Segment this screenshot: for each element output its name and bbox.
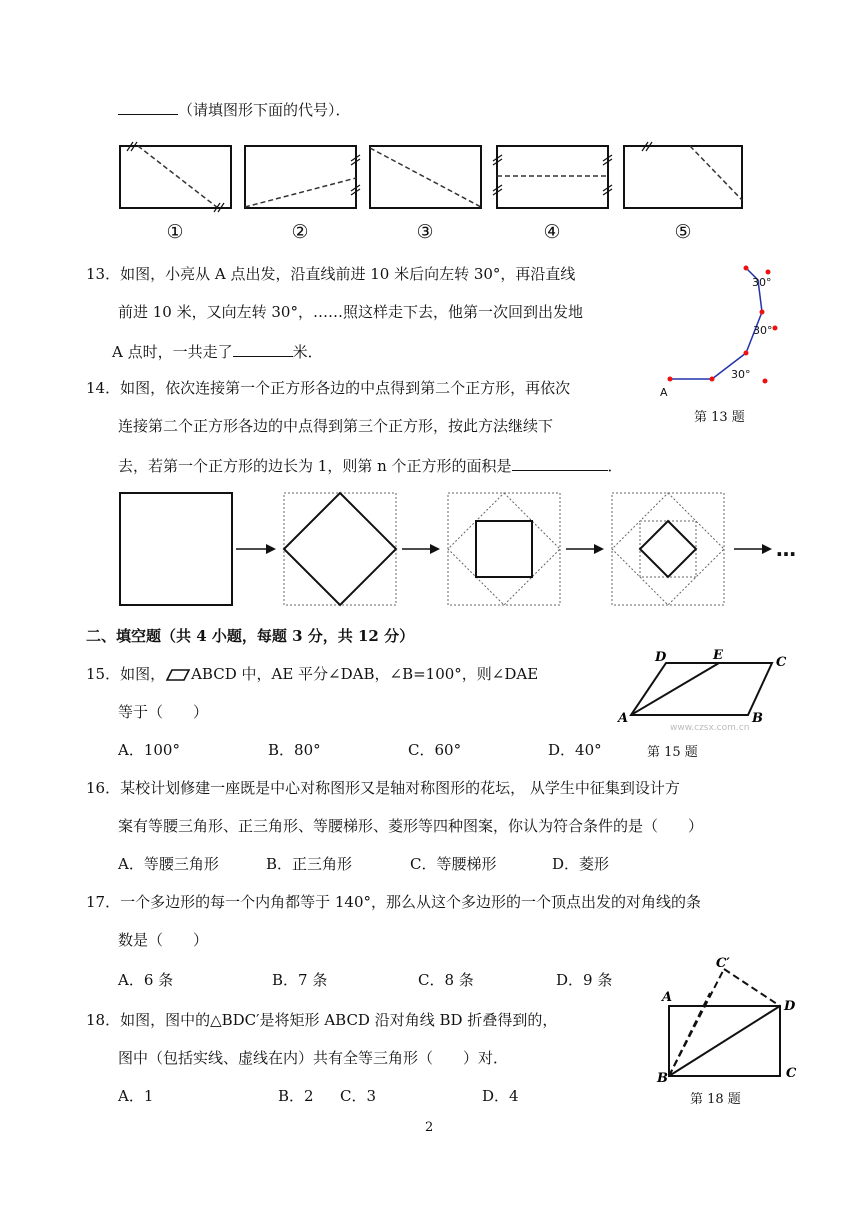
q13-line-3: A 点时，一共走了 米． — [112, 340, 323, 362]
q17-option-d: D．9 条 — [556, 971, 613, 989]
q13-line-1: 13．如图，小亮从 A 点出发，沿直线前进 10 米后向左转 30°，再沿直线 — [86, 265, 576, 283]
q18-point-d: D — [784, 999, 796, 1014]
q15-point-a: A — [618, 711, 629, 726]
q15-point-e: E — [713, 648, 723, 663]
q16-line-2: 案有等腰三角形、正三角形、等腰梯形、菱形等四种图案，你认为符合条件的是（ ） — [118, 817, 704, 835]
fig-label-2: ② — [291, 221, 309, 243]
q13-angle-2: 30° — [753, 324, 773, 337]
q17-option-b: B．7 条 — [272, 971, 328, 989]
section-2-title: 二、填空题（共 4 小题，每题 3 分，共 12 分） — [86, 627, 415, 645]
q17-line-2: 数是（ ） — [118, 931, 209, 949]
q16-line-1: 16．某校计划修建一座既是中心对称图形又是轴对称图形的花坛， 从学生中征集到设计方 — [86, 779, 680, 797]
q13-angle-3: 30° — [752, 276, 772, 289]
q15-point-c: C — [776, 655, 787, 670]
q18-option-b: B．2 — [278, 1087, 314, 1105]
fig-label-5: ⑤ — [674, 221, 692, 243]
q17-option-c: C．8 条 — [418, 971, 474, 989]
q14-ellipsis: … — [776, 537, 796, 561]
q13-line-2: 前进 10 米，又向左转 30°，……照这样走下去，他第一次回到出发地 — [118, 303, 583, 321]
q15-point-b: B — [752, 711, 763, 726]
q15-watermark: www.czsx.com.cn — [670, 723, 750, 733]
q13-point-a: A — [660, 386, 668, 399]
q18-point-a: A — [662, 990, 673, 1005]
q18-option-c: C．3 — [340, 1087, 377, 1105]
q14-line-1: 14．如图，依次连接第一个正方形各边的中点得到第二个正方形，再依次 — [86, 379, 571, 397]
q13-angle-1: 30° — [731, 368, 751, 381]
page-number: 2 — [425, 1120, 434, 1135]
q14-line-3: 去，若第一个正方形的边长为 1，则第 n 个正方形的面积是 ． — [118, 454, 623, 476]
q15-option-c: C．60° — [408, 741, 462, 759]
q16-option-b: B．正三角形 — [266, 855, 353, 873]
q18-line-2: 图中（包括实线、虚线在内）共有全等三角形（ ）对． — [118, 1049, 509, 1067]
q17-line-1: 17．一个多边形的每一个内角都等于 140°，那么从这个多边形的一个顶点出发的对角线的条 — [86, 893, 701, 911]
q15-option-d: D．40° — [548, 741, 602, 759]
q14-line-2: 连接第二个正方形各边的中点得到第三个正方形，按此方法继续下 — [118, 417, 554, 435]
q15-option-a: A．100° — [118, 741, 180, 759]
q16-option-c: C．等腰梯形 — [410, 855, 497, 873]
q12-instruction: （请填图形下面的代号）． — [178, 101, 351, 119]
q13-caption: 第 13 题 — [694, 410, 745, 425]
fig-label-4: ④ — [543, 221, 561, 243]
q15-caption: 第 15 题 — [647, 745, 698, 760]
q15-point-d: D — [655, 650, 667, 665]
q18-point-b: B — [657, 1071, 668, 1086]
q16-option-d: D．菱形 — [552, 855, 610, 873]
q17-option-a: A．6 条 — [118, 971, 174, 989]
q18-option-a: A．1 — [118, 1087, 154, 1105]
fig-label-3: ③ — [416, 221, 434, 243]
q18-point-c-prime: C′ — [716, 956, 730, 971]
q18-caption: 第 18 题 — [690, 1092, 741, 1107]
q18-option-d: D．4 — [482, 1087, 519, 1105]
q18-point-c: C — [786, 1066, 797, 1081]
fig-label-1: ① — [166, 221, 184, 243]
q15-line-1: 15．如图， ABCD 中，AE 平分∠DAB，∠B=100°，则∠DAE — [86, 665, 539, 683]
q18-line-1: 18．如图，图中的△BDC′是将矩形 ABCD 沿对角线 BD 折叠得到的， — [86, 1011, 558, 1029]
q16-option-a: A．等腰三角形 — [118, 855, 219, 873]
q15-line-2: 等于（ ） — [118, 703, 209, 721]
q15-option-b: B．80° — [268, 741, 321, 759]
